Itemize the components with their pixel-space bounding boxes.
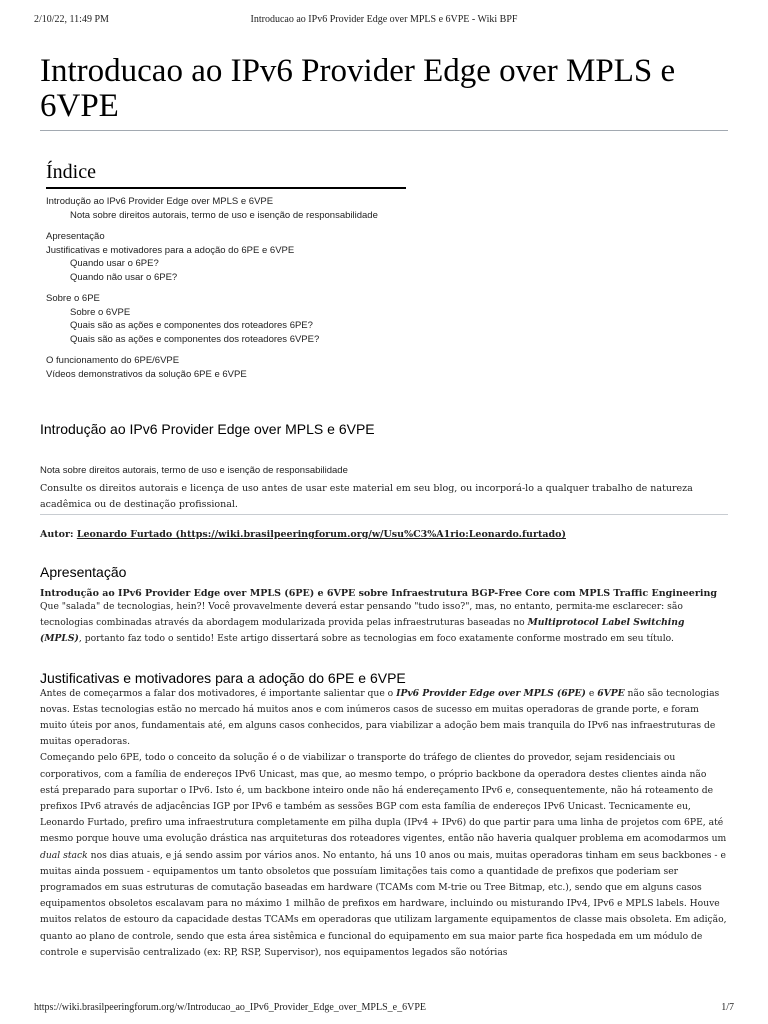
toc-item[interactable]: O funcionamento do 6PE/6VPE bbox=[46, 355, 180, 366]
toc-item[interactable]: Quais são as ações e componentes dos roteadores 6PE? bbox=[70, 320, 313, 331]
intro-bold-line: Introdução ao IPv6 Provider Edge over MPLS (6PE) e 6VPE sobre Infraestrutura BGP-Free Core com MPLS Traffic Engineering bbox=[40, 588, 718, 599]
toc-item[interactable]: Vídeos demonstrativos da solução 6PE e 6VPE bbox=[46, 368, 247, 380]
paragraph-text: Antes de começarmos a falar dos motivadores, é importante salientar que o bbox=[40, 687, 397, 699]
toc-item[interactable]: Sobre o 6PE bbox=[46, 293, 100, 304]
paragraph-text: não são tecnologias novas. Estas tecnologias estão no mercado há muitos anos e com inúmeros casos de sucesso em muitas operadoras de grande porte, e foram muito úteis por anos, fundamentais até, em alguns casos conhecidos, para viabilizar a adoção bem mais tranquila do IPv6 nas infraestruturas de muitas operadoras. bbox=[40, 687, 720, 748]
paragraph bbox=[40, 599, 728, 648]
print-footer bbox=[34, 1002, 734, 1016]
toc-item[interactable]: Nota sobre direitos autorais, termo de uso e isenção de responsabilidade bbox=[70, 209, 378, 221]
toc-item[interactable]: Introdução ao IPv6 Provider Edge over MPLS e 6VPE bbox=[46, 196, 274, 207]
author-label: Autor: bbox=[40, 529, 77, 540]
page-title: Introducao ao IPv6 Provider Edge over MPLS e 6VPE bbox=[40, 54, 728, 131]
note-title: Nota sobre direitos autorais, termo de uso e isenção de responsabilidade bbox=[40, 465, 348, 476]
section-heading-apresentacao: Apresentação bbox=[40, 564, 127, 580]
toc-item[interactable]: Apresentação bbox=[46, 231, 105, 242]
copyright-link[interactable]: os direitos autorais e licença de uso bbox=[85, 483, 259, 494]
note-text-pre: Consulte bbox=[40, 483, 86, 494]
paragraph-text: Começando pelo 6PE, todo o conceito da solução é o de viabilizar o transporte do tráfego de clientes do provedor, sejam residenciais ou corporativos, com a família de endereços IPv6 Unicast, mas que, ao mesmo tempo, o próprio backbone da operadora destes clientes ainda não está preparado para suportar o IPv6. Isto é, um backbone inteiro onde não há endereçamento IPv6 e, consequentemente, não há roteamento de prefixos IPv6 através de adjacências IGP por IPv6 e também as sessões BGP com esta família de endereços IPv6 Unicast. Tecnicamente eu, Leonardo Furtado, prefiro uma infraestrutura completamente em pilha dupla (IPv4 + IPv6) do que partir para uma linha de projetos com 6PE, até mesmo porque houve uma evolução drástica nas arquiteturas dos roteadores vigentes, então não haveria qualquer problema em acomodarmos um bbox=[40, 752, 727, 845]
paragraph-emphasis: IPv6 Provider Edge over MPLS (6PE) bbox=[396, 687, 586, 699]
toc-item[interactable]: Quais são as ações e componentes dos roteadores 6VPE? bbox=[70, 333, 320, 345]
toc-item[interactable]: Sobre o 6VPE bbox=[70, 306, 131, 318]
section-heading-justificativas: Justificativas e motivadores para a adoção do 6PE e 6VPE bbox=[40, 669, 406, 686]
paragraph bbox=[40, 750, 728, 961]
paragraph-emphasis: 6VPE bbox=[597, 687, 625, 699]
print-date: 2/10/22, 11:49 PM bbox=[34, 14, 109, 25]
toc-item[interactable]: Quando usar o 6PE? bbox=[70, 258, 159, 269]
paragraph-text: Que "salada" de tecnologias, hein?! Você provavelmente deverá estar pensando "tudo isso?", mas, no entanto, permita-me esclarecer: são tecnologias combinadas através da abordagem modularizada provida pelas infraestruturas baseadas no bbox=[40, 601, 683, 629]
print-url: https://wiki.brasilpeeringforum.org/w/Introducao_ao_IPv6_Provider_Edge_over_MPLS_e_6VPE bbox=[34, 1002, 426, 1013]
paragraph-text: nos dias atuais, e já sendo assim por vários anos. No entanto, há uns 10 anos ou mais, muitas operadoras tinham em seus backbones - e muitas ainda possuem - equipamentos um tanto obsoletos que possuíam limitações tais como a quantidade de prefixos que poderiam ser programados em suas estruturas de comutação baseadas em hardware (TCAMs com M-trie ou Tree Bitmap, etc.), sendo que em alguns casos equipamentos obsoletos escalavam para no máximo 1 milhão de prefixos em hardware, incluindo ou misturando IPv4, IPv6 e MPLS labels. Houve muitos relatos de estouro da capacidade destas TCAMs em operadoras que utilizam largamente equipamentos de classe mais obsoleta. Em adição, quanto ao plano de controle, sendo que esta área sistêmica e funcional do equipamento em sua maior parte fica hospedada em um módulo de controle e supervisão centralizado (ex: RP, RSP, Supervisor), nos equipamentos legados são notórias bbox=[40, 849, 727, 958]
paragraph-text: , portanto faz todo o sentido! Este artigo dissertará sobre as tecnologias em foco exatamente conforme mostrado em seu título. bbox=[78, 633, 674, 645]
toc-title: Índice bbox=[46, 161, 406, 189]
paragraph-italic: dual stack bbox=[40, 849, 88, 861]
print-page-title: Introducao ao IPv6 Provider Edge over MPLS e 6VPE - Wiki BPF bbox=[250, 14, 518, 25]
paragraph bbox=[40, 686, 728, 751]
article-content bbox=[40, 54, 728, 961]
section-heading-intro: Introdução ao IPv6 Provider Edge over MPLS e 6VPE bbox=[40, 421, 375, 437]
copyright-note bbox=[40, 481, 728, 515]
author-line bbox=[40, 529, 728, 540]
print-header bbox=[34, 14, 734, 30]
note-text-post: antes de usar este material em seu blog, ou incorporá-lo a qualquer trabalho de natureza acadêmica ou de destinação profissional. bbox=[40, 483, 693, 510]
paragraph-text: e bbox=[585, 687, 598, 699]
table-of-contents bbox=[46, 161, 406, 381]
page-number: 1/7 bbox=[721, 1002, 734, 1013]
paragraph-emphasis: Multiprotocol Label Switching (MPLS) bbox=[40, 617, 685, 645]
toc-item[interactable]: Quando não usar o 6PE? bbox=[70, 271, 178, 283]
toc-item[interactable]: Justificativas e motivadores para a adoção do 6PE e 6VPE bbox=[46, 244, 295, 256]
toc-list bbox=[46, 195, 406, 381]
author-link[interactable]: Leonardo Furtado (https://wiki.brasilpeeringforum.org/w/Usu%C3%A1rio:Leonardo.furtado) bbox=[76, 529, 566, 540]
